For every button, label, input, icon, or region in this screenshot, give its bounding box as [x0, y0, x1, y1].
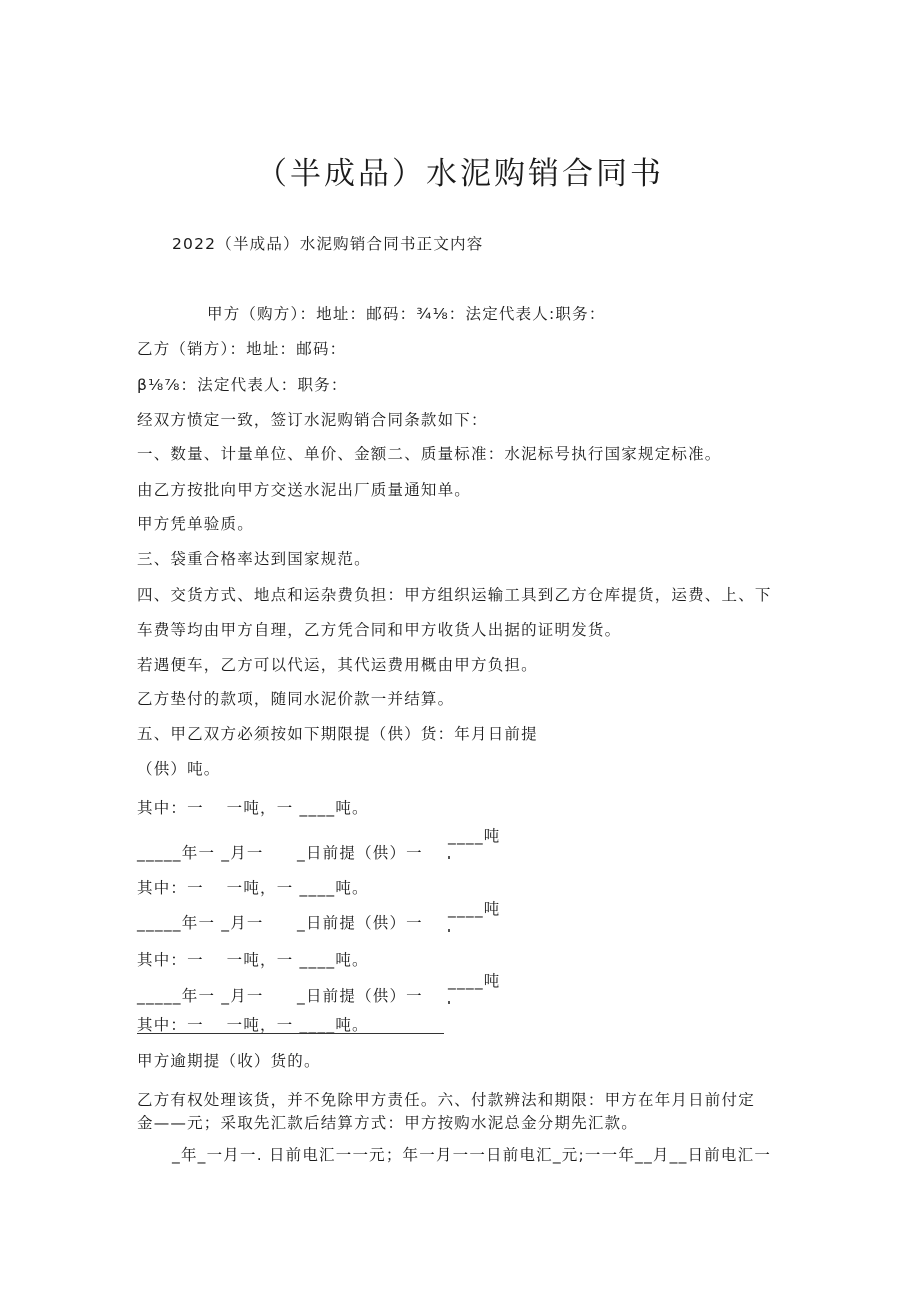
schedule-tick-3	[448, 1001, 450, 1004]
schedule-tick-1	[448, 856, 450, 859]
party-a-line: 甲方（购方）：地址：邮码：¾⅛：法定代表人:职务：	[207, 305, 606, 323]
schedule-tons-1: ____吨	[448, 827, 501, 845]
agreement-intro: 经双方愤定一致，签订水泥购销合同条款如下：	[137, 411, 488, 429]
schedule-detail-1: 其中：一 一吨，一 ____吨。	[137, 799, 369, 817]
clause-6-cont: 金——元；采取先汇款后结算方式：甲方按购水泥总金分期先汇款。	[137, 1114, 639, 1132]
payment-schedule: _年_一月一. 日前电汇一一元；年一月一一日前电汇_元;一一年__月__日前电汇一	[172, 1146, 772, 1164]
schedule-date-1: _____年一 _月一 _日前提（供）一	[137, 844, 423, 862]
clause-1-2: 一、数量、计量单位、单价、金额二、质量标准：水泥标号执行国家规定标准。	[137, 445, 722, 463]
schedule-tons-2: ____吨	[448, 900, 501, 918]
clause-2-notice: 由乙方按批向甲方交送水泥出厂质量通知单。	[137, 481, 472, 499]
schedule-detail-4: 其中：一 一吨，一 ____吨。	[137, 1016, 369, 1034]
clause-5: 五、甲乙双方必须按如下期限提（供）货：年月日前提	[137, 725, 538, 743]
schedule-date-3: _____年一 _月一 _日前提（供）一	[137, 987, 423, 1005]
document-title: （半成品）水泥购销合同书	[256, 156, 664, 192]
clause-4-cont: 车费等均由甲方自理，乙方凭合同和甲方收货人出据的证明发货。	[137, 621, 622, 639]
party-b-line: 乙方（销方）：地址：邮码：	[137, 340, 347, 358]
clause-5-cont: （供）吨。	[137, 760, 221, 778]
clause-2-verify: 甲方凭单验质。	[137, 515, 254, 533]
clause-3: 三、袋重合格率达到国家规范。	[137, 550, 371, 568]
schedule-detail-2: 其中：一 一吨，一 ____吨。	[137, 879, 369, 897]
schedule-tick-2	[448, 929, 450, 932]
schedule-detail-3: 其中：一 一吨，一 ____吨。	[137, 951, 369, 969]
schedule-date-2: _____年一 _月一 _日前提（供）一	[137, 914, 423, 932]
party-b-rep-line: β⅛⅞：法定代表人：职务：	[137, 376, 348, 394]
clause-4-transport: 若遇便车，乙方可以代运，其代运费用概由甲方负担。	[137, 656, 538, 674]
schedule-tons-3: ____吨	[448, 972, 501, 990]
schedule-underline	[137, 1033, 444, 1034]
overdue-line: 甲方逾期提（收）货的。	[137, 1052, 321, 1070]
clause-4: 四、交货方式、地点和运杂费负担：甲方组织运输工具到乙方仓库提货，运费、上、下	[137, 586, 772, 604]
clause-4-settle: 乙方垫付的款项，随同水泥价款一并结算。	[137, 690, 455, 708]
document-subtitle: 2022（半成品）水泥购销合同书正文内容	[172, 235, 484, 253]
clause-6: 乙方有权处理该货，并不免除甲方责任。六、付款辨法和期限：甲方在年月日前付定	[137, 1091, 755, 1109]
